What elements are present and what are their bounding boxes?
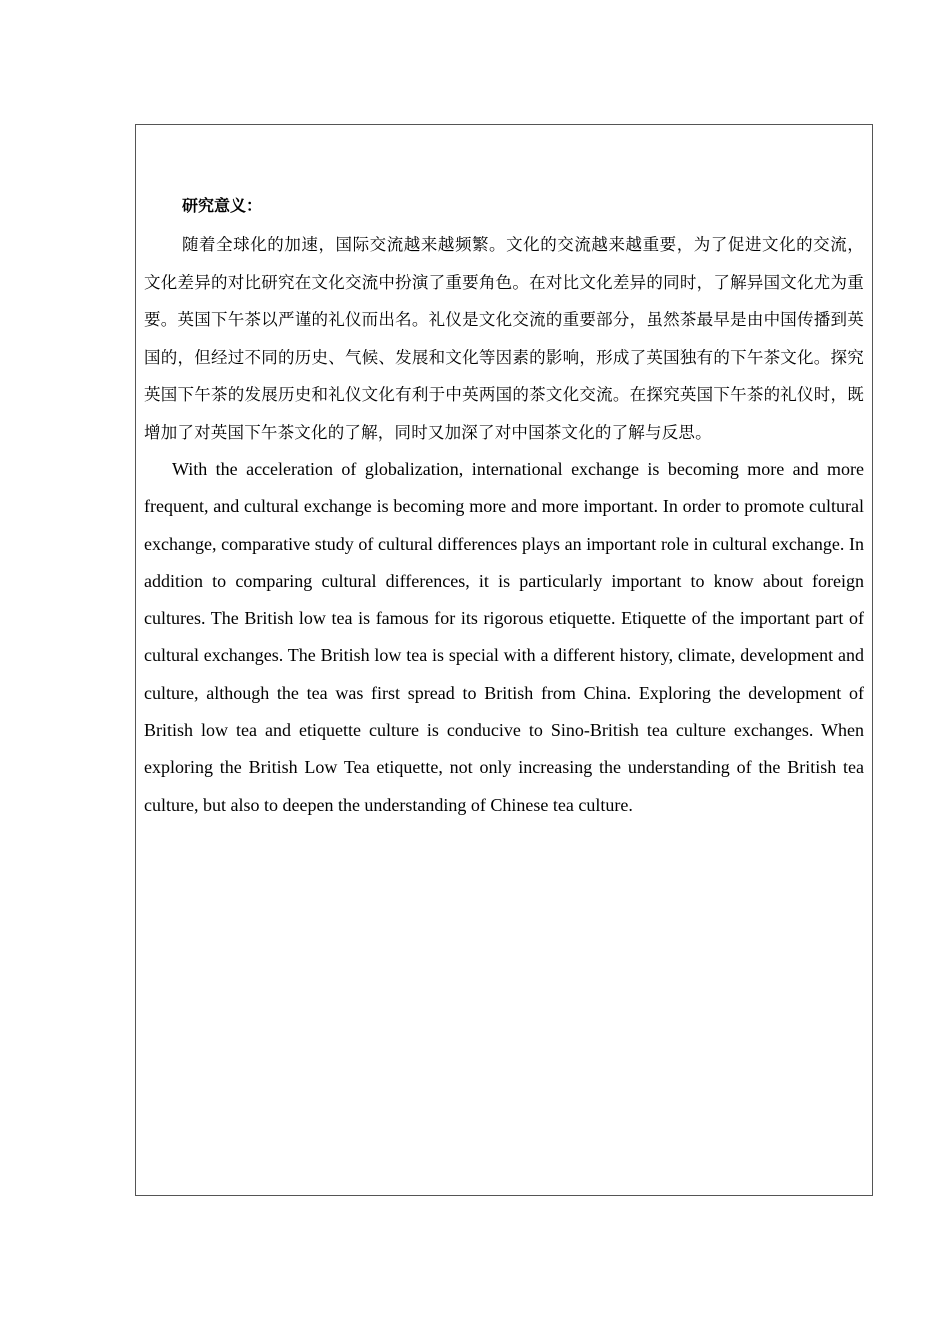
section-heading: 研究意义： <box>182 196 263 215</box>
chinese-paragraph: 随着全球化的加速，国际交流越来越频繁。文化的交流越来越重要，为了促进文化的交流，文化差异的对比研究在文化交流中扮演了重要角色。在对比文化差异的同时，了解异国文化尤为重要。英国下午茶以严谨的礼仪而出名。礼仪是文化交流的重要部分，虽然茶最早是由中国传播到英国的，但经过不同的历史、气候、发展和文化等因素的影响，形成了英国独有的下午茶文化。探究英国下午茶的发展历史和礼仪文化有利于中英两国的茶文化交流。在探究英国下午茶的礼仪时，既增加了对英国下午茶文化的了解，同时又加深了对中国茶文化的了解与反思。 <box>144 235 864 442</box>
research-significance-section <box>144 186 864 824</box>
english-paragraph: With the acceleration of globalization, international exchange is becoming more and more frequent, and cultural exchange is becoming more and more important. In order to promote cultural exchange, comparative study of cultural differences plays an important role in cultural exchange. In addition to comparing cultural differences, it is particularly important to know about foreign cultures. The British low tea is famous for its rigorous etiquette. Etiquette of the important part of cultural exchanges. The British low tea is special with a different history, climate, development and culture, although the tea was first spread to British from China. Exploring the development of British low tea and etiquette culture is conducive to Sino-British tea culture exchanges. When exploring the British Low Tea etiquette, not only increasing the understanding of the British tea culture, but also to deepen the understanding of Chinese tea culture. <box>144 459 864 815</box>
